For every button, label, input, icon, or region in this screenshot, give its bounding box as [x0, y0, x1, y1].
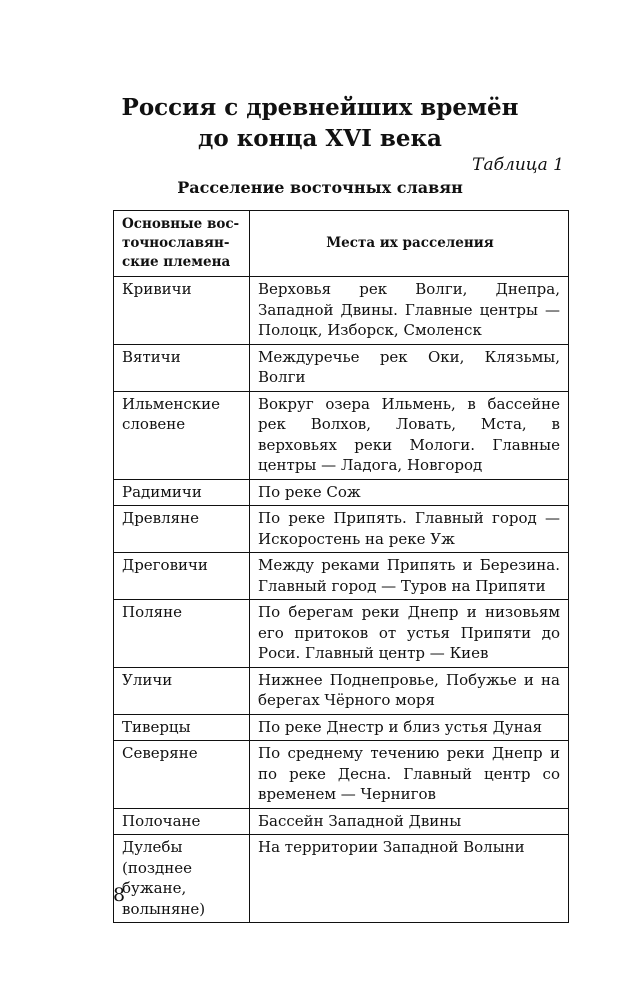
place-cell: По среднему течению реки Днепр и по реке Десна. Главный центр со временем — Чернигов	[250, 741, 569, 809]
place-cell: Между реками Припять и Березина. Главный город — Туров на Припяти	[250, 553, 569, 600]
table-row	[114, 506, 569, 553]
tribe-cell: Полочане	[114, 808, 250, 835]
tribe-cell: Уличи	[114, 667, 250, 714]
page-number: 8	[113, 884, 126, 906]
table-row	[114, 344, 569, 391]
header-places: Места их расселения	[250, 211, 569, 277]
page-title	[0, 92, 640, 154]
place-cell: Верховья рек Волги, Днепра, Западной Двины. Главные центры — Полоцк, Изборск, Смоленск	[250, 277, 569, 345]
place-cell: Междуречье рек Оки, Клязьмы, Волги	[250, 344, 569, 391]
header-tribes: Основные вос-точнославян-ские племена	[114, 211, 250, 277]
table-row	[114, 714, 569, 741]
place-cell: По реке Сож	[250, 479, 569, 506]
table-row	[114, 741, 569, 809]
tribe-cell: Тиверцы	[114, 714, 250, 741]
table-row	[114, 667, 569, 714]
place-cell: На территории Западной Волыни	[250, 835, 569, 923]
place-cell: Вокруг озера Ильмень, в бассейне рек Волхов, Ловать, Мста, в верховьях реки Мологи. Главные центры — Ладога, Новгород	[250, 391, 569, 479]
page-title-line-2: до конца XVI века	[198, 125, 442, 152]
table-row	[114, 553, 569, 600]
tribe-cell: Дулебы (позднее бужане, волыняне)	[114, 835, 250, 923]
table-row	[114, 391, 569, 479]
tribe-cell: Радимичи	[114, 479, 250, 506]
tribe-cell: Поляне	[114, 600, 250, 668]
tribe-cell: Вятичи	[114, 344, 250, 391]
table-row	[114, 600, 569, 668]
page-title-line-1: Россия с древнейших времён	[121, 94, 519, 121]
table-row	[114, 808, 569, 835]
place-cell: По берегам реки Днепр и низовьям его притоков от устья Припяти до Роси. Главный центр — Киев	[250, 600, 569, 668]
tribe-cell: Северяне	[114, 741, 250, 809]
place-cell: По реке Днестр и близ устья Дуная	[250, 714, 569, 741]
tribe-cell: Кривичи	[114, 277, 250, 345]
tribe-cell: Ильменские словене	[114, 391, 250, 479]
place-cell: Бассейн Западной Двины	[250, 808, 569, 835]
table-header-row	[114, 211, 569, 277]
table-row	[114, 835, 569, 923]
table-row	[114, 277, 569, 345]
table-label: Таблица 1	[472, 155, 564, 175]
place-cell: По реке Припять. Главный город — Искоростень на реке Уж	[250, 506, 569, 553]
place-cell: Нижнее Поднепровье, Побужье и на берегах Чёрного моря	[250, 667, 569, 714]
tribe-cell: Дреговичи	[114, 553, 250, 600]
table-title: Расселение восточных славян	[177, 178, 463, 197]
settlement-table	[113, 210, 569, 923]
table-row	[114, 479, 569, 506]
tribe-cell: Древляне	[114, 506, 250, 553]
